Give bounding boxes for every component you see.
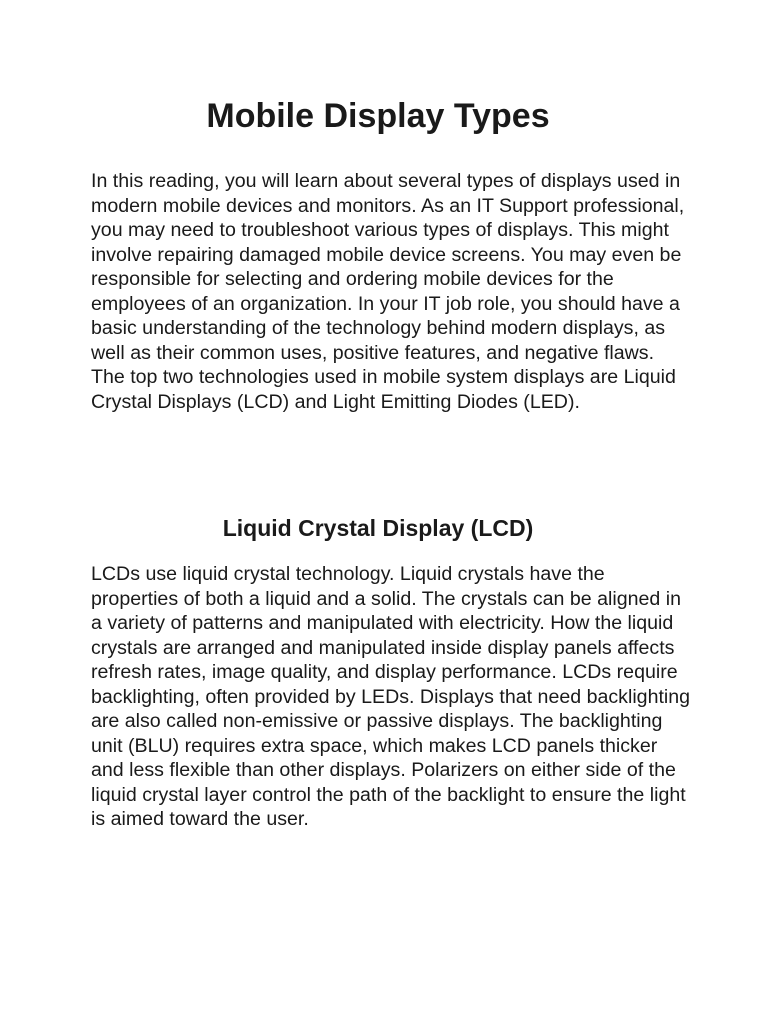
section-heading-lcd: Liquid Crystal Display (LCD) (222, 515, 534, 541)
page-title: Mobile Display Types (206, 97, 550, 135)
section-paragraph-lcd: LCDs use liquid crystal technology. Liquid crystals have the properties of both a liquid and a solid. The crystals can be aligned in a variety of patterns and manipulated with electricity. How the liquid crystals are arranged and manipulated inside display panels affects refresh rates, image quality, and display performance. LCDs require backlighting, often provided by LEDs. Displays that need backlighting are also called non-emissive or passive displays. The backlighting unit (BLU) requires extra space, which makes LCD panels thicker and less flexible than other displays. Polarizers on either side of the liquid crystal layer control the path of the backlight to ensure the light is aimed toward the user. (91, 563, 691, 830)
intro-paragraph: In this reading, you will learn about several types of displays used in modern mobile devices and monitors. As an IT Support professional, you may need to troubleshoot various types of displays. This might involve repairing damaged mobile device screens. You may even be responsible for selecting and ordering mobile devices for the employees of an organization. In your IT job role, you should have a basic understanding of the technology behind modern displays, as well as their common uses, positive features, and negative flaws. The top two technologies used in mobile system displays are Liquid Crystal Displays (LCD) and Light Emitting Diodes (LED). (91, 170, 685, 413)
